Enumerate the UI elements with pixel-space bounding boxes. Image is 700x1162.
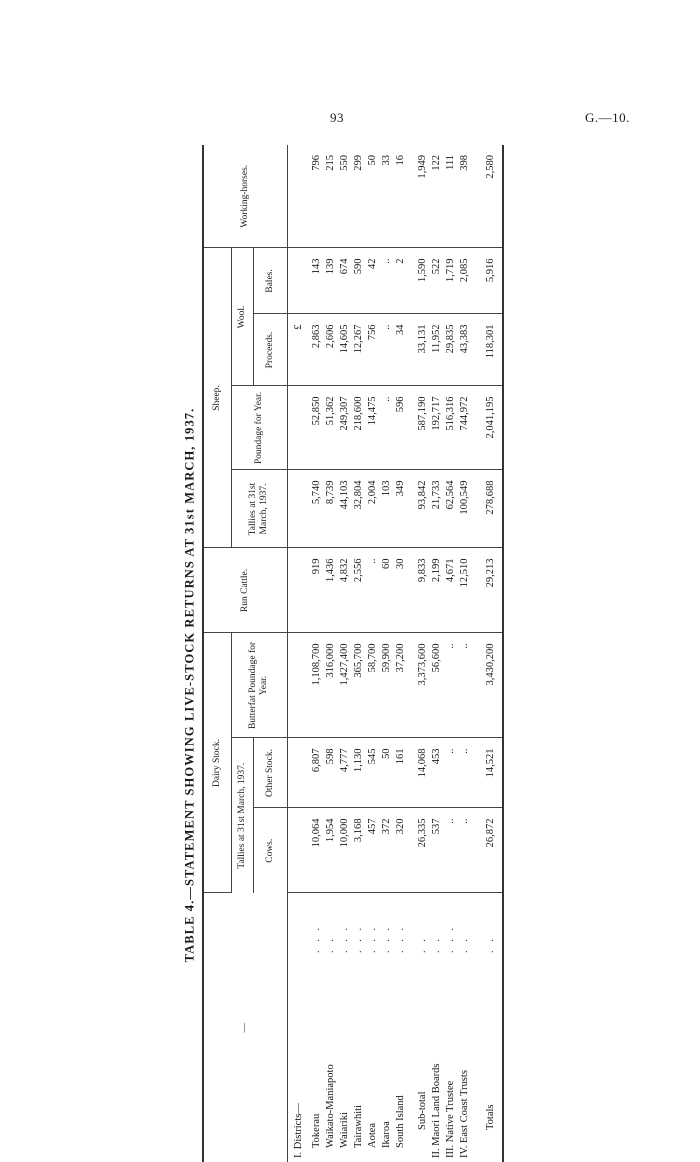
cell-horses: 2,580 [479,145,503,248]
cell-proceeds: 2,606 [323,314,337,386]
leader-dots: . . . [352,924,364,953]
districts-heading: I. Districts— [292,1103,304,1158]
leader-dots: . . . [310,924,322,953]
header-dairy-tallies: Tallies at 31st March, 1937. [231,738,253,893]
currency-mark: £ [287,314,309,386]
cell-horses: 550 [337,145,351,248]
table-row [365,145,379,1162]
table-row [379,145,393,1162]
row-label: Totals [485,1104,496,1130]
cell-horses: 33 [379,145,393,248]
table-body [287,145,503,1162]
cell-run: 4,832 [337,548,351,633]
cell-poundage: .. [379,386,393,470]
cell-butterfat: 1,427,400 [337,633,351,738]
table-row [457,145,471,1162]
table-container [202,145,500,1162]
row-label: III. Native Trustee [444,1080,456,1158]
header-butterfat: Butterfat Poundage for Year. [231,633,287,738]
cell-butterfat: .. [457,633,471,738]
cell-proceeds: 34 [393,314,407,386]
row-label: Tairawhiti [352,1105,364,1148]
cell-bales: 143 [309,248,323,314]
cell-proceeds: 14,605 [337,314,351,386]
header-cows: Cows. [253,808,287,893]
cell-cows: 457 [365,808,379,893]
cell-cows: 26,872 [479,808,503,893]
table-row [393,145,407,1162]
cell-butterfat: 56,600 [429,633,443,738]
cell-poundage: 516,316 [443,386,457,470]
cell-poundage: 192,717 [429,386,443,470]
cell-other: .. [443,738,457,808]
totals-row [479,145,503,1162]
cell-other: 6,807 [309,738,323,808]
cell-horses: 299 [351,145,365,248]
cell-poundage: 52,850 [309,386,323,470]
leader-dots: . . [479,893,503,957]
label-header: — [203,893,287,1162]
document-reference: G.—10. [585,110,630,125]
leader-dots: . . [416,936,428,953]
row-label: Aotea [366,1122,378,1148]
cell-poundage: 744,972 [457,386,471,470]
cell-other: 545 [365,738,379,808]
cell-butterfat: 365,700 [351,633,365,738]
table-row [323,145,337,1162]
leader-dots: . . . [338,924,350,953]
cell-bales: 5,916 [479,248,503,314]
cell-other: 4,777 [337,738,351,808]
leader-dots: . . . [394,924,406,953]
header-sheep: Sheep. [203,248,231,548]
cell-other: 453 [429,738,443,808]
cell-horses: 111 [443,145,457,248]
cell-run: 9,833 [415,548,429,633]
cell-bales: .. [379,248,393,314]
cell-butterfat: 316,000 [323,633,337,738]
leader-dots: . . . [444,924,456,953]
page-number: 93 [330,110,344,125]
cell-tallies: 62,564 [443,470,457,548]
cell-proceeds: 29,835 [443,314,457,386]
header-bales: Bales. [253,248,287,314]
cell-butterfat: 59,900 [379,633,393,738]
cell-bales: 1,590 [415,248,429,314]
header-proceeds: Proceeds. [253,314,287,386]
cell-cows: 320 [393,808,407,893]
cell-proceeds: 12,267 [351,314,365,386]
cell-bales: 1,719 [443,248,457,314]
row-label: Waikato-Maniapoto [324,1064,336,1148]
cell-other: 14,521 [479,738,503,808]
cell-tallies: 93,842 [415,470,429,548]
cell-other: 161 [393,738,407,808]
cell-bales: 42 [365,248,379,314]
cell-run: 29,213 [479,548,503,633]
cell-proceeds: .. [379,314,393,386]
cell-horses: 1,949 [415,145,429,248]
cell-other: 1,130 [351,738,365,808]
leader-dots: . . . [380,924,392,953]
cell-tallies: 103 [379,470,393,548]
cell-butterfat: 3,373,600 [415,633,429,738]
cell-bales: 674 [337,248,351,314]
cell-run: 1,436 [323,548,337,633]
header-wool: Wool. [231,248,253,386]
cell-proceeds: 33,131 [415,314,429,386]
table-title: TABLE 4.—STATEMENT SHOWING LIVE-STOCK RETURNS AT 31st MARCH, 1937. [182,407,197,963]
leader-dots: . . [458,936,470,953]
cell-poundage: 218,600 [351,386,365,470]
cell-run: 919 [309,548,323,633]
subtotal-row [415,145,429,1162]
cell-tallies: 44,103 [337,470,351,548]
cell-horses: 796 [309,145,323,248]
cell-poundage: 14,475 [365,386,379,470]
cell-bales: 590 [351,248,365,314]
cell-horses: 50 [365,145,379,248]
cell-run: 30 [393,548,407,633]
header-dairy-stock: Dairy Stock. [203,633,231,893]
cell-tallies: 278,688 [479,470,503,548]
row-label: Tokerau [310,1113,322,1148]
row-label: IV. East Coast Trusts [458,1070,470,1158]
cell-tallies: 8,739 [323,470,337,548]
cell-cows: 3,168 [351,808,365,893]
cell-tallies: 5,740 [309,470,323,548]
cell-run: 4,671 [443,548,457,633]
cell-bales: 522 [429,248,443,314]
table-row [429,145,443,1162]
row-label: Ikaroa [380,1121,392,1148]
cell-run: 12,510 [457,548,471,633]
row-label: Waiariki [338,1112,350,1148]
table-row [287,145,309,1162]
cell-horses: 215 [323,145,337,248]
cell-horses: 398 [457,145,471,248]
cell-run: 2,199 [429,548,443,633]
row-label: Sub-total [416,1091,428,1130]
cell-proceeds: 43,383 [457,314,471,386]
header-run-cattle: Run Cattle. [203,548,287,633]
cell-butterfat: 3,430,200 [479,633,503,738]
cell-bales: 139 [323,248,337,314]
cell-butterfat: 1,108,700 [309,633,323,738]
cell-butterfat: 37,200 [393,633,407,738]
cell-proceeds: 118,301 [479,314,503,386]
cell-cows: 537 [429,808,443,893]
cell-proceeds: 2,863 [309,314,323,386]
cell-other: .. [457,738,471,808]
cell-run: .. [365,548,379,633]
cell-poundage: 587,190 [415,386,429,470]
cell-proceeds: 756 [365,314,379,386]
cell-cows: 1,954 [323,808,337,893]
header-working-horses: Working-horses. [203,145,287,248]
cell-cows: 10,064 [309,808,323,893]
cell-proceeds: 11,952 [429,314,443,386]
cell-cows: 372 [379,808,393,893]
leader-dots: . . . [366,924,378,953]
header-other-stock: Other Stock. [253,738,287,808]
leader-dots: . . [430,936,442,953]
leader-dots: . . [324,936,336,953]
table-row [337,145,351,1162]
cell-cows: .. [457,808,471,893]
cell-tallies: 21,733 [429,470,443,548]
cell-tallies: 100,549 [457,470,471,548]
cell-cows: 10,000 [337,808,351,893]
cell-cows: .. [443,808,457,893]
cell-bales: 2,085 [457,248,471,314]
header-sheep-tallies: Tallies at 31st March, 1937. [231,470,287,548]
cell-other: 598 [323,738,337,808]
cell-bales: 2 [393,248,407,314]
cell-butterfat: .. [443,633,457,738]
table-row [351,145,365,1162]
cell-tallies: 32,804 [351,470,365,548]
livestock-table [202,145,500,1162]
cell-cows: 26,335 [415,808,429,893]
cell-horses: 122 [429,145,443,248]
cell-other: 50 [379,738,393,808]
table-row [309,145,323,1162]
table-row [443,145,457,1162]
row-label: South Island [394,1095,406,1148]
cell-poundage: 2,041,195 [479,386,503,470]
cell-tallies: 2,004 [365,470,379,548]
cell-butterfat: 58,700 [365,633,379,738]
cell-poundage: 249,307 [337,386,351,470]
cell-horses: 16 [393,145,407,248]
cell-run: 2,556 [351,548,365,633]
cell-tallies: 349 [393,470,407,548]
cell-run: 60 [379,548,393,633]
cell-other: 14,068 [415,738,429,808]
row-label: II. Maori Land Boards [430,1063,442,1158]
cell-poundage: 596 [393,386,407,470]
cell-poundage: 51,362 [323,386,337,470]
header-poundage: Poundage for Year. [231,386,287,470]
